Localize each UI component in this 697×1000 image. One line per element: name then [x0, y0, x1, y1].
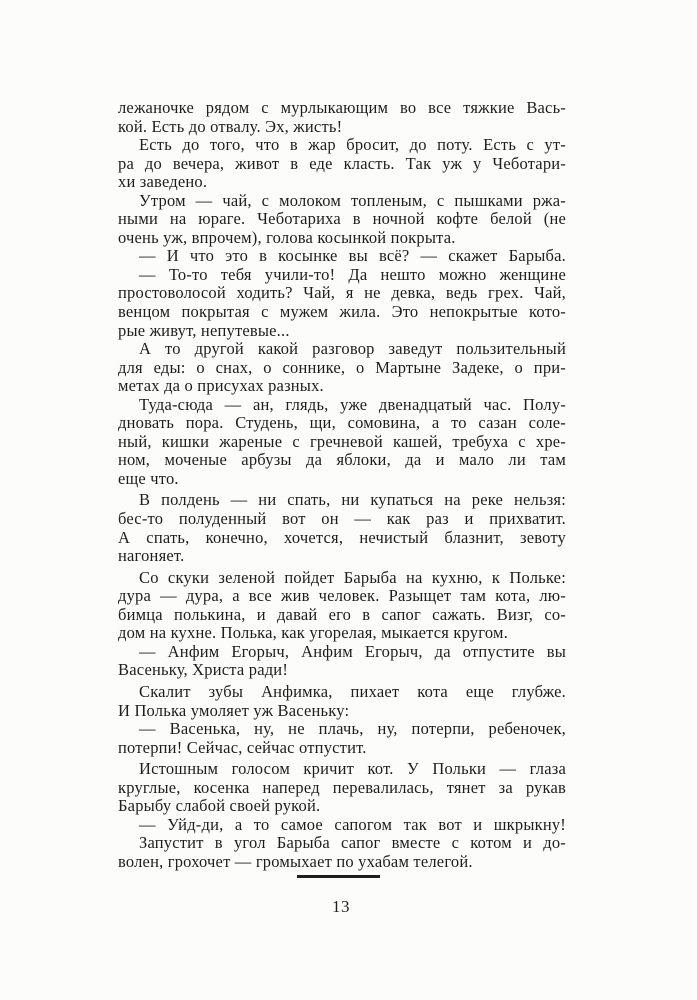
text-line: Барыбу слабой своей рукой.	[118, 796, 321, 816]
text-line: Истошным голосом кричит кот. У Польки — глаза	[139, 759, 566, 779]
paragraph	[118, 643, 566, 680]
text-line: Запустит в угол Барыба сапог вместе с котом и до-	[139, 833, 566, 853]
text-line: дом на кухне. Полька, как угорелая, мыкается кругом.	[118, 623, 508, 643]
text-line: бимца полькина, и давай его в сапог сажать. Визг, со-	[118, 604, 566, 624]
text-line: — Васенька, ну, не плачь, ну, потерпи, ребеночек,	[139, 719, 566, 739]
text-line: еще что.	[118, 468, 179, 488]
text-line: ный, кишки жареные с гречневой кашей, требуха с хре-	[118, 431, 566, 451]
paragraph	[118, 834, 566, 871]
text-line: И Полька умоляет уж Васеньку:	[118, 700, 350, 720]
text-line: метах да о присухах разных.	[118, 376, 324, 396]
page-text	[118, 99, 566, 871]
text-line: Есть до того, что в жар бросит, до поту. Есть с ут-	[139, 135, 566, 155]
text-line: ра до вечера, живот в еде класть. Так уж у Чеботари-	[118, 153, 566, 173]
paragraph	[118, 247, 566, 266]
text-line: — И что это в косынке вы всё? — скажет Барыба.	[139, 246, 566, 266]
paragraph	[118, 99, 566, 136]
paragraph	[118, 136, 566, 192]
paragraph	[118, 192, 566, 248]
paragraph	[118, 340, 566, 396]
text-line: — То-то тебя учили-то! Да нешто можно женщине	[139, 264, 566, 284]
text-line: А спать, конечно, хочется, нечистый блазнит, зевоту	[118, 527, 566, 547]
paragraph	[118, 720, 566, 757]
text-line: круглые, косенка наперед перевалилась, тянет за рукав	[118, 777, 566, 797]
paragraph	[118, 266, 566, 340]
text-line: нагоняет.	[118, 546, 185, 566]
text-line: кой. Есть до отвалу. Эх, жисть!	[118, 116, 343, 136]
text-line: Утром — чай, с молоком топленым, с пышками ржа-	[139, 190, 566, 210]
text-line: дновать пора. Студень, щи, сомовина, а то сазан соле-	[118, 413, 566, 433]
text-line: А то другой какой разговор заведут пользительный	[139, 339, 566, 359]
text-line: ном, моченые арбузы да яблоки, да и мало ли там	[118, 450, 566, 470]
text-line: В полдень — ни спать, ни купаться на реке нельзя:	[139, 490, 566, 510]
text-line: дура — дура, а все жив человек. Разыщет там кота, лю-	[118, 586, 566, 606]
text-line: очень уж, впрочем), голова косынкой покрыта.	[118, 227, 456, 247]
text-line: — Уйд-ди, а то самое сапогом так вот и шкрыкну!	[139, 814, 566, 834]
paragraph	[118, 816, 566, 835]
text-line: хи заведено.	[118, 172, 208, 192]
text-line: венцом покрытая с мужем жила. Это непокрытые кото-	[118, 302, 566, 322]
text-line: бес-то полуденный вот он — как раз и прихватит.	[118, 509, 566, 529]
text-line: ными на юраге. Чеботариха в ночной кофте белой (не	[118, 209, 566, 229]
text-line: простоволосой ходить? Чай, я не девка, ведь грех. Чай,	[118, 283, 566, 303]
paragraph	[118, 683, 566, 720]
text-line: Со скуки зеленой пойдет Барыба на кухню, к Польке:	[139, 567, 566, 587]
paragraph	[118, 760, 566, 816]
paragraph	[118, 491, 566, 565]
paragraph	[118, 569, 566, 643]
text-line: потерпи! Сейчас, сейчас отпустит.	[118, 737, 367, 757]
text-line: Васеньку, Христа ради!	[118, 660, 289, 680]
text-line: рые живут, непутевые...	[118, 320, 290, 340]
text-line: — Анфим Егорыч, Анфим Егорыч, да отпустите вы	[139, 641, 566, 661]
text-line: волен, грохочет — громыхает по ухабам телегой.	[118, 851, 473, 871]
page-number: 13	[332, 897, 350, 916]
text-line: лежаночке рядом с мурлыкающим во все тяжкие Вась-	[118, 98, 566, 117]
text-line: для еды: о снах, о соннике, о Мартыне Задеке, о при-	[118, 357, 566, 377]
footer-divider	[297, 875, 380, 878]
paragraph	[118, 396, 566, 489]
text-line: Скалит зубы Анфимка, пихает кота еще глубже.	[139, 681, 566, 701]
text-line: Туда-сюда — ан, глядь, уже двенадцатый час. Полу-	[139, 394, 566, 414]
